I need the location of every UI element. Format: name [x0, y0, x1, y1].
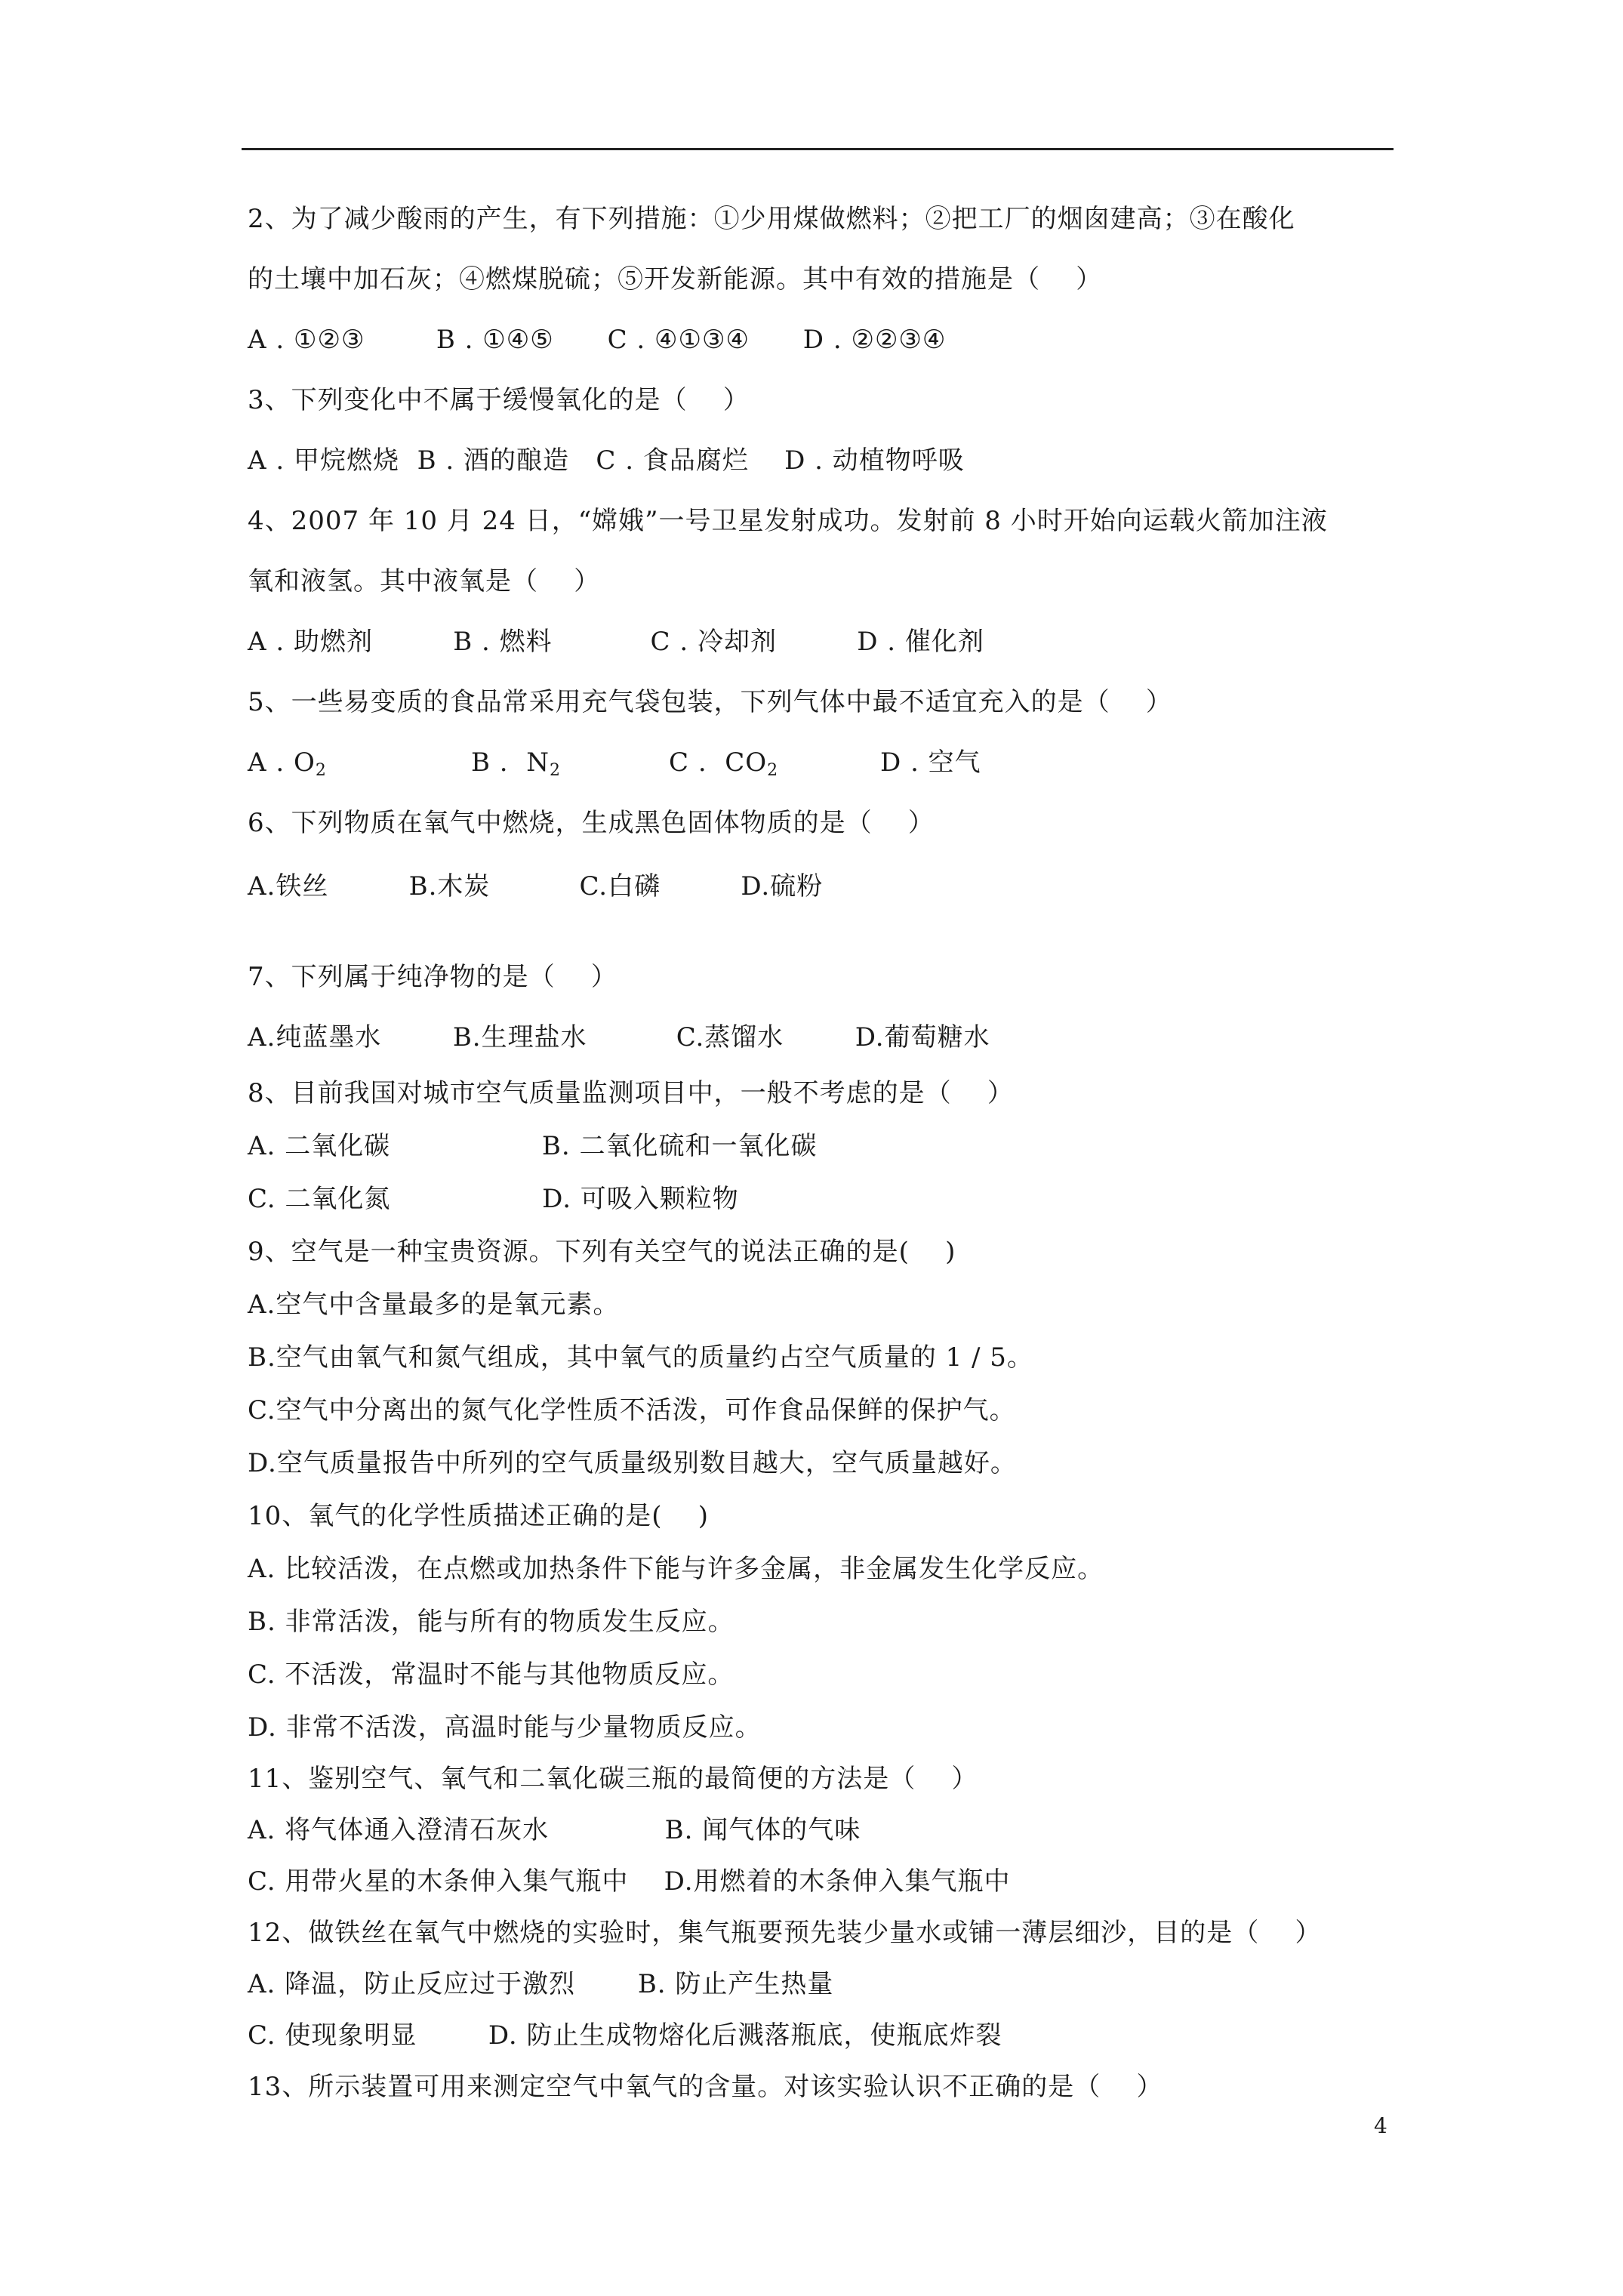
q12-options-cd: C. 使现象明显 D. 防止生成物熔化后溅落瓶底，使瓶底炸裂	[248, 2020, 1002, 2051]
page-number: 4	[1374, 2113, 1387, 2138]
q4-stem-line-2: 氧和液氢。其中液氧是（ ）	[248, 566, 601, 596]
q10-option-d: D. 非常不活泼，高温时能与少量物质反应。	[248, 1712, 762, 1743]
q5-option-b: B . $N_2$	[471, 747, 561, 780]
q5-option-c: C . $CO_2$	[669, 747, 779, 780]
q2-options: A . ①②③ B . ①④⑤ C . ④①③④ D . ②②③④	[248, 325, 947, 355]
q5-option-d: D . 空气	[880, 747, 981, 778]
q3-options: A . 甲烷燃烧 B . 酒的酿造 C . 食品腐烂 D . 动植物呼吸	[248, 445, 965, 476]
q9-option-b: B.空气由氧气和氮气组成，其中氧气的质量约占空气质量的 1 / 5。	[248, 1342, 1033, 1373]
q11-options-ab: A. 将气体通入澄清石灰水 B. 闻气体的气味	[248, 1815, 861, 1845]
q8-options-ab: A. 二氧化碳 B. 二氧化硫和一氧化碳	[248, 1131, 818, 1161]
q10-option-b: B. 非常活泼，能与所有的物质发生反应。	[248, 1607, 735, 1637]
q11-options-cd: C. 用带火星的木条伸入集气瓶中 D.用燃着的木条伸入集气瓶中	[248, 1866, 1011, 1897]
q5-option-a: A . $O_2$	[248, 747, 327, 780]
q6-stem: 6、下列物质在氧气中燃烧，生成黑色固体物质的是（ ）	[248, 808, 935, 838]
q4-stem-line-1: 4、2007 年 10 月 24 日，“嫦娥”一号卫星发射成功。发射前 8 小时开始向运载火箭加注液	[248, 506, 1328, 536]
q4-options: A . 助燃剂 B . 燃料 C . 冷却剂 D . 催化剂	[248, 627, 984, 657]
q10-option-a: A. 比较活泼，在点燃或加热条件下能与许多金属，非金属发生化学反应。	[248, 1554, 1104, 1584]
q13-stem: 13、所示装置可用来测定空气中氧气的含量。对该实验认识不正确的是（ ）	[248, 2072, 1163, 2102]
q8-options-cd: C. 二氧化氮 D. 可吸入颗粒物	[248, 1184, 739, 1214]
q5-stem: 5、一些易变质的食品常采用充气袋包装，下列气体中最不适宜充入的是（ ）	[248, 687, 1172, 717]
q12-stem: 12、做铁丝在氧气中燃烧的实验时，集气瓶要预先装少量水或铺一薄层细沙，目的是（ ）	[248, 1918, 1322, 1948]
q8-stem: 8、目前我国对城市空气质量监测项目中，一般不考虑的是（ ）	[248, 1078, 1014, 1108]
q2-stem-line-2: 的土壤中加石灰；④燃煤脱硫；⑤开发新能源。其中有效的措施是（ ）	[248, 264, 1103, 294]
q7-stem: 7、下列属于纯净物的是（ ）	[248, 962, 617, 992]
q10-option-c: C. 不活泼，常温时不能与其他物质反应。	[248, 1660, 735, 1690]
q9-option-d: D.空气质量报告中所列的空气质量级别数目越大，空气质量越好。	[248, 1448, 1017, 1478]
q9-stem: 9、空气是一种宝贵资源。下列有关空气的说法正确的是( )	[248, 1237, 956, 1267]
q12-options-ab: A. 降温，防止反应过于激烈 B. 防止产生热量	[248, 1969, 834, 1999]
q11-stem: 11、鉴别空气、氧气和二氧化碳三瓶的最简便的方法是（ ）	[248, 1764, 978, 1794]
q7-options: A.纯蓝墨水 B.生理盐水 C.蒸馏水 D.葡萄糖水	[248, 1022, 990, 1052]
q6-options: A.铁丝 B.木炭 C.白磷 D.硫粉	[248, 871, 824, 901]
q2-stem-line-1: 2、为了减少酸雨的产生，有下列措施：①少用煤做燃料；②把工厂的烟囱建高；③在酸化	[248, 204, 1295, 234]
q10-stem: 10、氧气的化学性质描述正确的是( )	[248, 1501, 710, 1531]
q9-option-a: A.空气中含量最多的是氧元素。	[248, 1290, 620, 1320]
q9-option-c: C.空气中分离出的氮气化学性质不活泼，可作食品保鲜的保护气。	[248, 1395, 1016, 1425]
q3-stem: 3、下列变化中不属于缓慢氧化的是（ ）	[248, 385, 750, 415]
header-rule	[242, 148, 1394, 150]
